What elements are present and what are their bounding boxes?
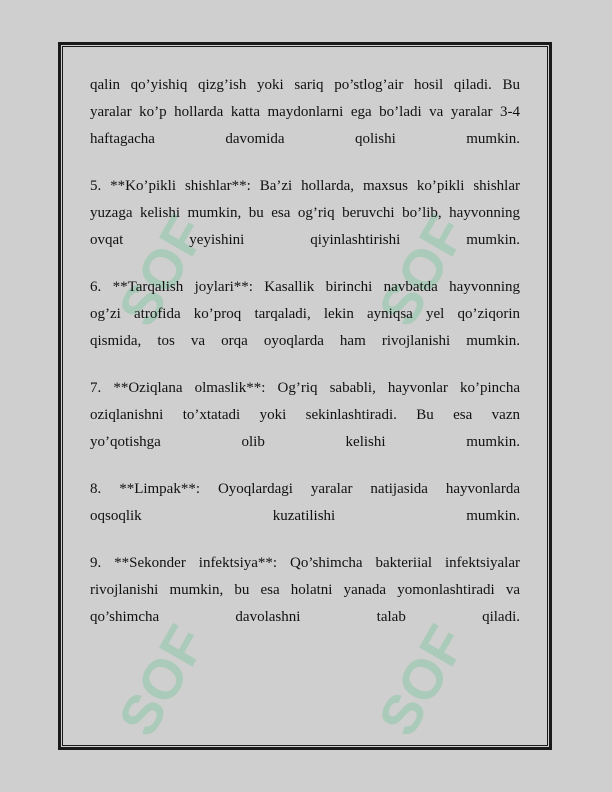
text-line: 6. **Tarqalish joylari**: Kasallik birinchi navbatda hayvonning [90, 279, 520, 295]
text-line: 8. **Limpak**: Oyoqlardagi yaralar natijasida hayvonlarda [90, 481, 520, 497]
text-line: qo’shimcha davolashni talab qiladi. [90, 609, 520, 625]
text-line: qalin qo’yishiq qizg’ish yoki sariq po’stlog’air hosil qiladi. Bu [90, 77, 520, 93]
text-line: og’zi atrofida ko’proq tarqaladi, lekin ayniqsa yel qo’ziqorin [90, 306, 520, 322]
paragraph [90, 476, 520, 530]
paragraph [90, 274, 520, 355]
text-line: oziqlanishni to’xtatadi yoki sekinlashtiradi. Bu esa vazn [90, 407, 520, 423]
text-line: 9. **Sekonder infektsiya**: Qo’shimcha bakteriial infektsiyalar [90, 555, 520, 571]
text-line: yaralar ko’p hollarda katta maydonlarni ega bo’ladi va yaralar 3-4 [90, 104, 520, 120]
text-line: yo’qotishga olib kelishi mumkin. [90, 434, 520, 450]
paragraph [90, 72, 520, 153]
text-line: rivojlanishi mumkin, bu esa holatni yanada yomonlashtiradi va [90, 582, 520, 598]
svg-text:SOF: SOF [105, 204, 218, 336]
text-line: ovqat yeyishini qiyinlashtirishi mumkin. [90, 232, 520, 248]
text-line: qismida, tos va orqa oyoqlarda ham rivojlanishi mumkin. [90, 333, 520, 349]
svg-text:SOF: SOF [365, 204, 478, 336]
document-body [90, 72, 520, 651]
svg-text:SOF: SOF [365, 614, 478, 746]
text-line: 5. **Ko’pikli shishlar**: Ba’zi hollarda, maxsus ko’pikli shishlar [90, 178, 520, 194]
paragraph [90, 375, 520, 456]
text-line: haftagacha davomida qolishi mumkin. [90, 131, 520, 147]
paragraph [90, 173, 520, 254]
svg-text:SOF: SOF [105, 614, 218, 746]
paragraph [90, 550, 520, 631]
text-line: oqsoqlik kuzatilishi mumkin. [90, 508, 520, 524]
text-line: yuzaga kelishi mumkin, bu esa og’riq beruvchi bo’lib, hayvonning [90, 205, 520, 221]
text-line: 7. **Oziqlana olmaslik**: Og’riq sababli, hayvonlar ko’pincha [90, 380, 520, 396]
